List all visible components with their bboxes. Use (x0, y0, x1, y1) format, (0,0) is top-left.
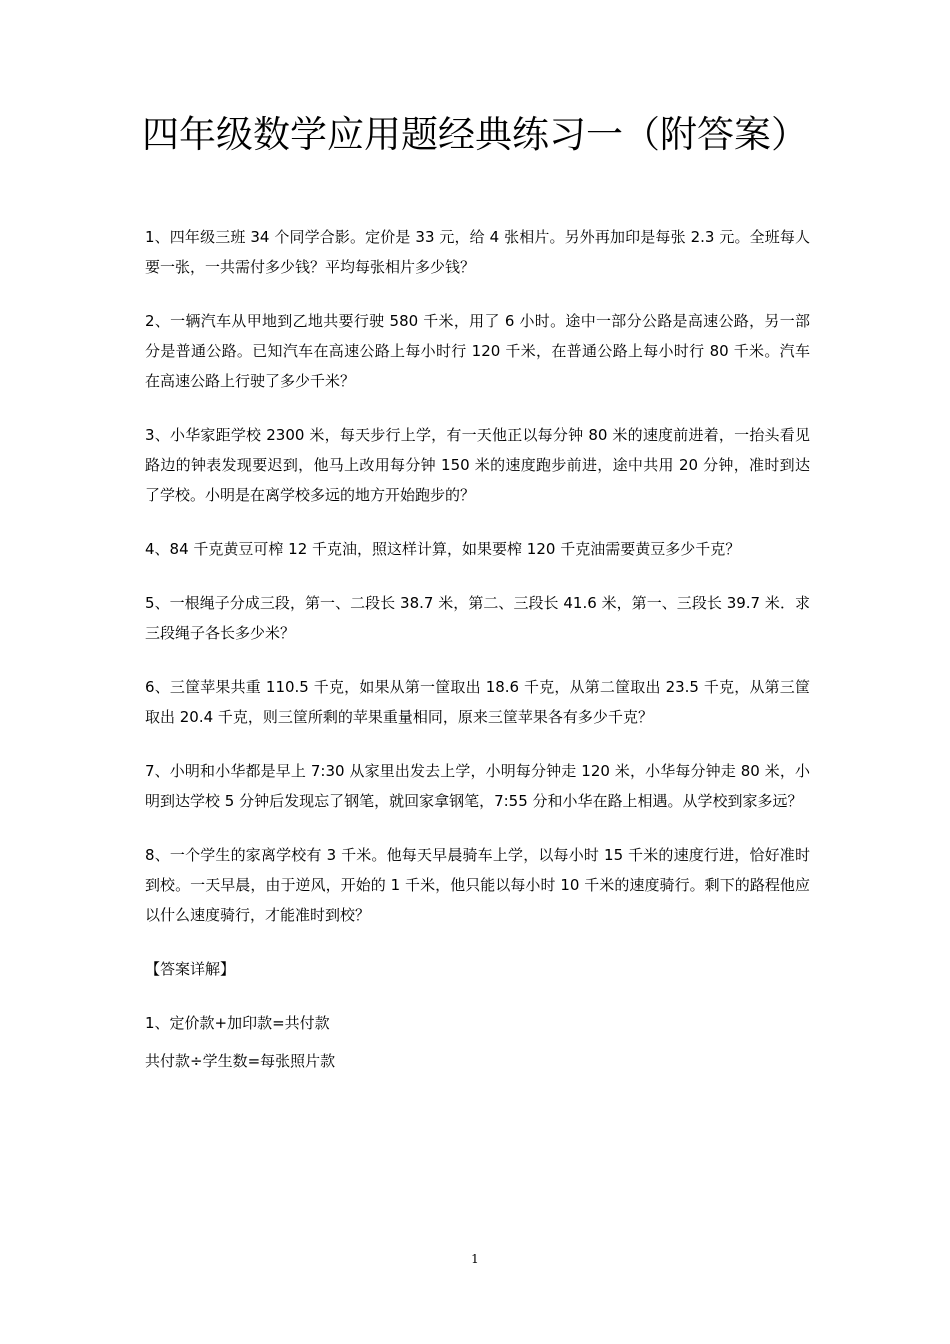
problem-6: 6、三筐苹果共重 110.5 千克，如果从第一筐取出 18.6 千克，从第二筐取出 23.5 千克，从第三筐取出 20.4 千克，则三筐所剩的苹果重量相同，原来三筐苹果各有多少千克？ (145, 678, 810, 726)
page-number: 1 (471, 1252, 479, 1266)
problem-1: 1、四年级三班 34 个同学合影。定价是 33 元，给 4 张相片。另外再加印是每张 2.3 元。全班每人要一张，一共需付多少钱？平均每张相片多少钱？ (145, 228, 810, 276)
problem-8: 8、一个学生的家离学校有 3 千米。他每天早晨骑车上学，以每小时 15 千米的速度行进，恰好准时到校。一天早晨，由于逆风，开始的 1 千米，他只能以每小时 10 千米的速度骑行。剩下的路程他应以什么速度骑行，才能准时到校？ (145, 846, 810, 924)
problem-4: 4、84 千克黄豆可榨 12 千克油，照这样计算，如果要榨 120 千克油需要黄豆多少千克？ (145, 540, 741, 558)
document-body (145, 222, 810, 1084)
problem-5: 5、一根绳子分成三段，第一、二段长 38.7 米，第二、三段长 41.6 米，第一、三段长 39.7 米．求三段绳子各长多少米？ (145, 594, 810, 642)
answer-line-2: 共付款÷学生数=每张照片款 (145, 1052, 336, 1070)
answer-line-1: 1、定价款+加印款=共付款 (145, 1014, 330, 1032)
page-title: 四年级数学应用题经典练习一（附答案） (142, 113, 808, 156)
problem-2: 2、一辆汽车从甲地到乙地共要行驶 580 千米，用了 6 小时。途中一部分公路是高速公路，另一部分是普通公路。已知汽车在高速公路上每小时行 120 千米，在普通公路上每小时行 80 千米。汽车在高速公路上行驶了多少千米？ (145, 312, 810, 390)
problem-7: 7、小明和小华都是早上 7:30 从家里出发去上学，小明每分钟走 120 米，小华每分钟走 80 米，小明到达学校 5 分钟后发现忘了钢笔，就回家拿钢笔，7:55 分和小华在路上相遇。从学校到家多远？ (145, 762, 810, 810)
answers-heading: 【答案详解】 (145, 960, 236, 978)
problem-3: 3、小华家距学校 2300 米，每天步行上学，有一天他正以每分钟 80 米的速度前进着，一抬头看见路边的钟表发现要迟到，他马上改用每分钟 150 米的速度跑步前进，途中共用 20 分钟，准时到达了学校。小明是在离学校多远的地方开始跑步的？ (145, 426, 810, 504)
